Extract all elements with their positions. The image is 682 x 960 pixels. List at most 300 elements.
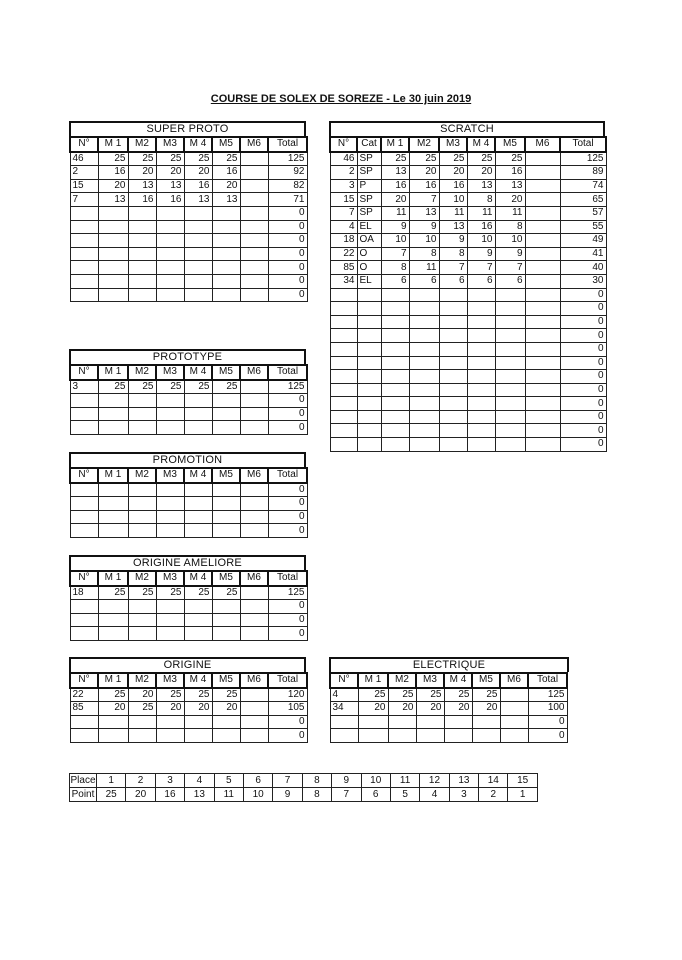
header-no: N° (70, 137, 98, 152)
header-m4: M 4 (184, 365, 212, 380)
header-m3: M3 (156, 673, 184, 688)
cell (98, 715, 128, 729)
cell: 7 (330, 206, 357, 220)
cell (330, 729, 358, 743)
cell: 25 (98, 380, 128, 394)
cell (212, 394, 240, 408)
cell: 6 (439, 274, 467, 288)
cell (467, 383, 495, 397)
cell: SP (357, 152, 381, 166)
cell: 0 (560, 329, 606, 343)
cell: 0 (268, 613, 307, 627)
header-no: N° (70, 468, 98, 483)
cell: 4 (330, 688, 358, 702)
prototype-table (69, 364, 308, 435)
cell (495, 383, 525, 397)
point-cell: 3 (449, 788, 478, 802)
cell (330, 302, 357, 316)
cell (357, 383, 381, 397)
table-row (330, 688, 567, 702)
table-row (70, 524, 307, 538)
cell: 0 (560, 370, 606, 384)
cell (156, 524, 184, 538)
table-row (330, 234, 606, 248)
header-total: Total (268, 571, 307, 586)
cell (409, 342, 439, 356)
header-m1: M 1 (98, 673, 128, 688)
point-cell: 4 (420, 788, 449, 802)
table-row (330, 166, 606, 180)
cell (240, 688, 268, 702)
cell (184, 394, 212, 408)
cell (409, 302, 439, 316)
promotion-section (69, 452, 306, 538)
cell (70, 524, 98, 538)
cell (330, 438, 357, 452)
header-row (70, 673, 307, 688)
point-cell: 1 (508, 788, 537, 802)
cell (381, 342, 409, 356)
cell: 16 (98, 166, 128, 180)
cell (70, 627, 98, 641)
cell (98, 524, 128, 538)
table-row (70, 510, 307, 524)
cell (156, 206, 184, 220)
place-cell: 8 (302, 774, 331, 788)
cell: 0 (268, 497, 307, 511)
cell (409, 438, 439, 452)
table-row (330, 247, 606, 261)
cell: 25 (212, 152, 240, 166)
cell: 16 (467, 220, 495, 234)
cell: 49 (560, 234, 606, 248)
cell (156, 715, 184, 729)
cell (128, 261, 156, 275)
cell (330, 315, 357, 329)
cell (98, 613, 128, 627)
cell: 125 (268, 380, 307, 394)
cell (388, 729, 416, 743)
table-row (70, 288, 307, 302)
cell: 85 (70, 702, 98, 716)
cell: 25 (184, 152, 212, 166)
cell (98, 220, 128, 234)
header-m1: M 1 (358, 673, 388, 688)
cell (184, 715, 212, 729)
cell: 25 (212, 380, 240, 394)
cell: 0 (268, 206, 307, 220)
cell: 57 (560, 206, 606, 220)
cell (439, 424, 467, 438)
cell (357, 356, 381, 370)
cell (525, 206, 560, 220)
table-row (70, 702, 307, 716)
cell: 10 (381, 234, 409, 248)
cell (70, 421, 98, 435)
promotion-caption: PROMOTION (69, 452, 306, 467)
cell: 9 (467, 247, 495, 261)
cell (70, 394, 98, 408)
cell: 25 (472, 688, 500, 702)
table-row (330, 715, 567, 729)
cell: EL (357, 220, 381, 234)
cell: 65 (560, 193, 606, 207)
place-label: Place (70, 775, 96, 786)
cell (525, 247, 560, 261)
cell (416, 715, 444, 729)
cell (212, 524, 240, 538)
cell (495, 438, 525, 452)
cell (525, 220, 560, 234)
cell (500, 729, 528, 743)
place-cell: 13 (449, 774, 478, 788)
cell: 25 (358, 688, 388, 702)
cell: 25 (128, 586, 156, 600)
cell: 0 (560, 424, 606, 438)
cell: 8 (439, 247, 467, 261)
cell: 46 (70, 152, 98, 166)
cell (495, 397, 525, 411)
cell (70, 715, 98, 729)
cell: 25 (381, 152, 409, 166)
prototype-caption: PROTOTYPE (69, 349, 306, 364)
cell (98, 421, 128, 435)
cell: 7 (467, 261, 495, 275)
cell (240, 152, 268, 166)
header-m2: M2 (128, 571, 156, 586)
cell (330, 370, 357, 384)
cell: 105 (268, 702, 307, 716)
cell (70, 234, 98, 248)
cell (212, 206, 240, 220)
header-m6: M6 (500, 673, 528, 688)
cell: 20 (467, 166, 495, 180)
cell (184, 407, 212, 421)
cell: 16 (495, 166, 525, 180)
cell: EL (357, 274, 381, 288)
cell: 13 (439, 220, 467, 234)
cell (240, 407, 268, 421)
header-m1: M 1 (381, 137, 409, 152)
cell (184, 524, 212, 538)
cell (156, 274, 184, 288)
header-m4: M 4 (184, 571, 212, 586)
table-row (70, 613, 307, 627)
cell (416, 729, 444, 743)
header-m2: M2 (128, 468, 156, 483)
cell: 125 (268, 586, 307, 600)
cell (184, 274, 212, 288)
cell (357, 397, 381, 411)
cell: 15 (70, 179, 98, 193)
cell (212, 407, 240, 421)
cell (212, 220, 240, 234)
header-total: Total (268, 137, 307, 152)
cell (381, 356, 409, 370)
cell (240, 421, 268, 435)
cell (184, 206, 212, 220)
cell: 11 (439, 206, 467, 220)
cell: 0 (268, 715, 307, 729)
point-cell: 6 (361, 788, 390, 802)
cell (128, 206, 156, 220)
cell (381, 383, 409, 397)
cell (240, 166, 268, 180)
cell (156, 394, 184, 408)
cell: 13 (156, 179, 184, 193)
cell (495, 315, 525, 329)
header-m1: M 1 (98, 571, 128, 586)
cell: 25 (212, 688, 240, 702)
cell (156, 234, 184, 248)
cell (70, 497, 98, 511)
cell: 100 (528, 702, 567, 716)
cell: 0 (560, 383, 606, 397)
cell (525, 438, 560, 452)
cell (70, 729, 98, 743)
cell (467, 410, 495, 424)
cell (525, 410, 560, 424)
cell (212, 600, 240, 614)
cell: 3 (330, 179, 357, 193)
cell: 18 (330, 234, 357, 248)
cell: 6 (467, 274, 495, 288)
cell: 0 (268, 247, 307, 261)
cell (330, 424, 357, 438)
cell (212, 421, 240, 435)
cell (467, 424, 495, 438)
table-row (70, 166, 307, 180)
table-row (70, 206, 307, 220)
header-m1: M 1 (98, 137, 128, 152)
cell: 0 (560, 438, 606, 452)
cell (439, 288, 467, 302)
table-row (330, 438, 606, 452)
point-cell: 7 (332, 788, 361, 802)
cell: 34 (330, 274, 357, 288)
header-m4: M 4 (444, 673, 472, 688)
cell (525, 274, 560, 288)
header-m5: M5 (212, 571, 240, 586)
cell (70, 407, 98, 421)
point-cell: 13 (185, 788, 214, 802)
header-m6: M6 (240, 571, 268, 586)
point-cell: 25 (97, 788, 126, 802)
origine-ameliore-table (69, 570, 308, 641)
table-row (70, 380, 307, 394)
table-row (330, 356, 606, 370)
super-proto-section (69, 121, 306, 302)
scratch-section (329, 121, 605, 452)
cell: 25 (156, 688, 184, 702)
cell (98, 234, 128, 248)
cell (98, 483, 128, 497)
cell (388, 715, 416, 729)
header-row (70, 365, 307, 380)
header-m5: M5 (472, 673, 500, 688)
electrique-table (329, 672, 568, 743)
header-m3: M3 (156, 571, 184, 586)
cell: 13 (128, 179, 156, 193)
cell: 13 (467, 179, 495, 193)
cell (128, 715, 156, 729)
cell (500, 715, 528, 729)
cell (525, 234, 560, 248)
cell (156, 247, 184, 261)
cell (98, 729, 128, 743)
table-row (70, 688, 307, 702)
cell: 55 (560, 220, 606, 234)
cell: 0 (528, 715, 567, 729)
cell (409, 288, 439, 302)
cell (240, 288, 268, 302)
table-row (70, 220, 307, 234)
cell (128, 407, 156, 421)
cell (212, 288, 240, 302)
cell (467, 370, 495, 384)
cell: 20 (388, 702, 416, 716)
cell (330, 356, 357, 370)
cell: 20 (212, 179, 240, 193)
header-m2: M2 (128, 365, 156, 380)
cell: 0 (560, 302, 606, 316)
cell: 25 (444, 688, 472, 702)
cell: 13 (98, 193, 128, 207)
promotion-table (69, 467, 308, 538)
cell (500, 688, 528, 702)
cell: P (357, 179, 381, 193)
cell: 20 (358, 702, 388, 716)
cell (409, 424, 439, 438)
cell (357, 370, 381, 384)
cell (240, 510, 268, 524)
table-row (330, 152, 606, 166)
cell: 0 (560, 410, 606, 424)
cell: 16 (381, 179, 409, 193)
table-row (330, 383, 606, 397)
cell (330, 288, 357, 302)
header-m5: M5 (212, 673, 240, 688)
cell (381, 329, 409, 343)
cell (525, 261, 560, 275)
cell (184, 497, 212, 511)
cell (381, 315, 409, 329)
cell (439, 302, 467, 316)
electrique-section (329, 657, 569, 743)
point-cell: 8 (302, 788, 331, 802)
point-cell: 5 (390, 788, 419, 802)
header-no: N° (70, 673, 98, 688)
cell: 20 (156, 702, 184, 716)
cell (439, 342, 467, 356)
cell: 0 (268, 407, 307, 421)
table-row (70, 729, 307, 743)
cell (184, 510, 212, 524)
place-cell: 2 (126, 774, 155, 788)
cell: 25 (184, 380, 212, 394)
cell (495, 370, 525, 384)
cell: 25 (184, 586, 212, 600)
super-proto-table (69, 136, 308, 302)
cell (330, 410, 357, 424)
cell (357, 315, 381, 329)
cell: 4 (330, 220, 357, 234)
cell (525, 288, 560, 302)
cell: 25 (388, 688, 416, 702)
cell: 0 (268, 421, 307, 435)
table-row (330, 397, 606, 411)
cell: 0 (560, 288, 606, 302)
cell (240, 627, 268, 641)
cell (212, 497, 240, 511)
cell (439, 370, 467, 384)
header-m6: M6 (240, 365, 268, 380)
cell (156, 510, 184, 524)
cell: 9 (381, 220, 409, 234)
cell (128, 421, 156, 435)
cell (357, 424, 381, 438)
cell (156, 288, 184, 302)
cell: 10 (439, 193, 467, 207)
cell: 22 (70, 688, 98, 702)
cell: 11 (381, 206, 409, 220)
cell (467, 342, 495, 356)
cell (240, 497, 268, 511)
cell: SP (357, 166, 381, 180)
point-cell: 20 (126, 788, 155, 802)
cell (70, 600, 98, 614)
cell (240, 394, 268, 408)
cell: 0 (268, 261, 307, 275)
cell: 13 (381, 166, 409, 180)
cell (439, 438, 467, 452)
header-total: Total (268, 468, 307, 483)
cell (472, 715, 500, 729)
cell (472, 729, 500, 743)
table-row (70, 152, 307, 166)
header-m2: M2 (128, 137, 156, 152)
cell (525, 424, 560, 438)
cell: 11 (409, 261, 439, 275)
cell (156, 729, 184, 743)
cell: 25 (467, 152, 495, 166)
cell: 0 (268, 220, 307, 234)
cell: 6 (495, 274, 525, 288)
table-row (70, 421, 307, 435)
cell: 71 (268, 193, 307, 207)
origine-ameliore-caption: ORIGINE AMELIORE (69, 555, 306, 570)
cell (184, 288, 212, 302)
cell (357, 288, 381, 302)
cell (240, 206, 268, 220)
header-m3: M3 (156, 468, 184, 483)
cell: 20 (472, 702, 500, 716)
header-total: Total (268, 365, 307, 380)
header-m5: M5 (212, 137, 240, 152)
header-cat: Cat (357, 137, 381, 152)
cell: 34 (330, 702, 358, 716)
table-row (330, 302, 606, 316)
cell (128, 288, 156, 302)
cell: 7 (409, 193, 439, 207)
cell (70, 261, 98, 275)
header-m5: M5 (495, 137, 525, 152)
cell: 20 (98, 179, 128, 193)
cell (70, 274, 98, 288)
scratch-table (329, 136, 607, 452)
cell (495, 288, 525, 302)
cell (98, 600, 128, 614)
